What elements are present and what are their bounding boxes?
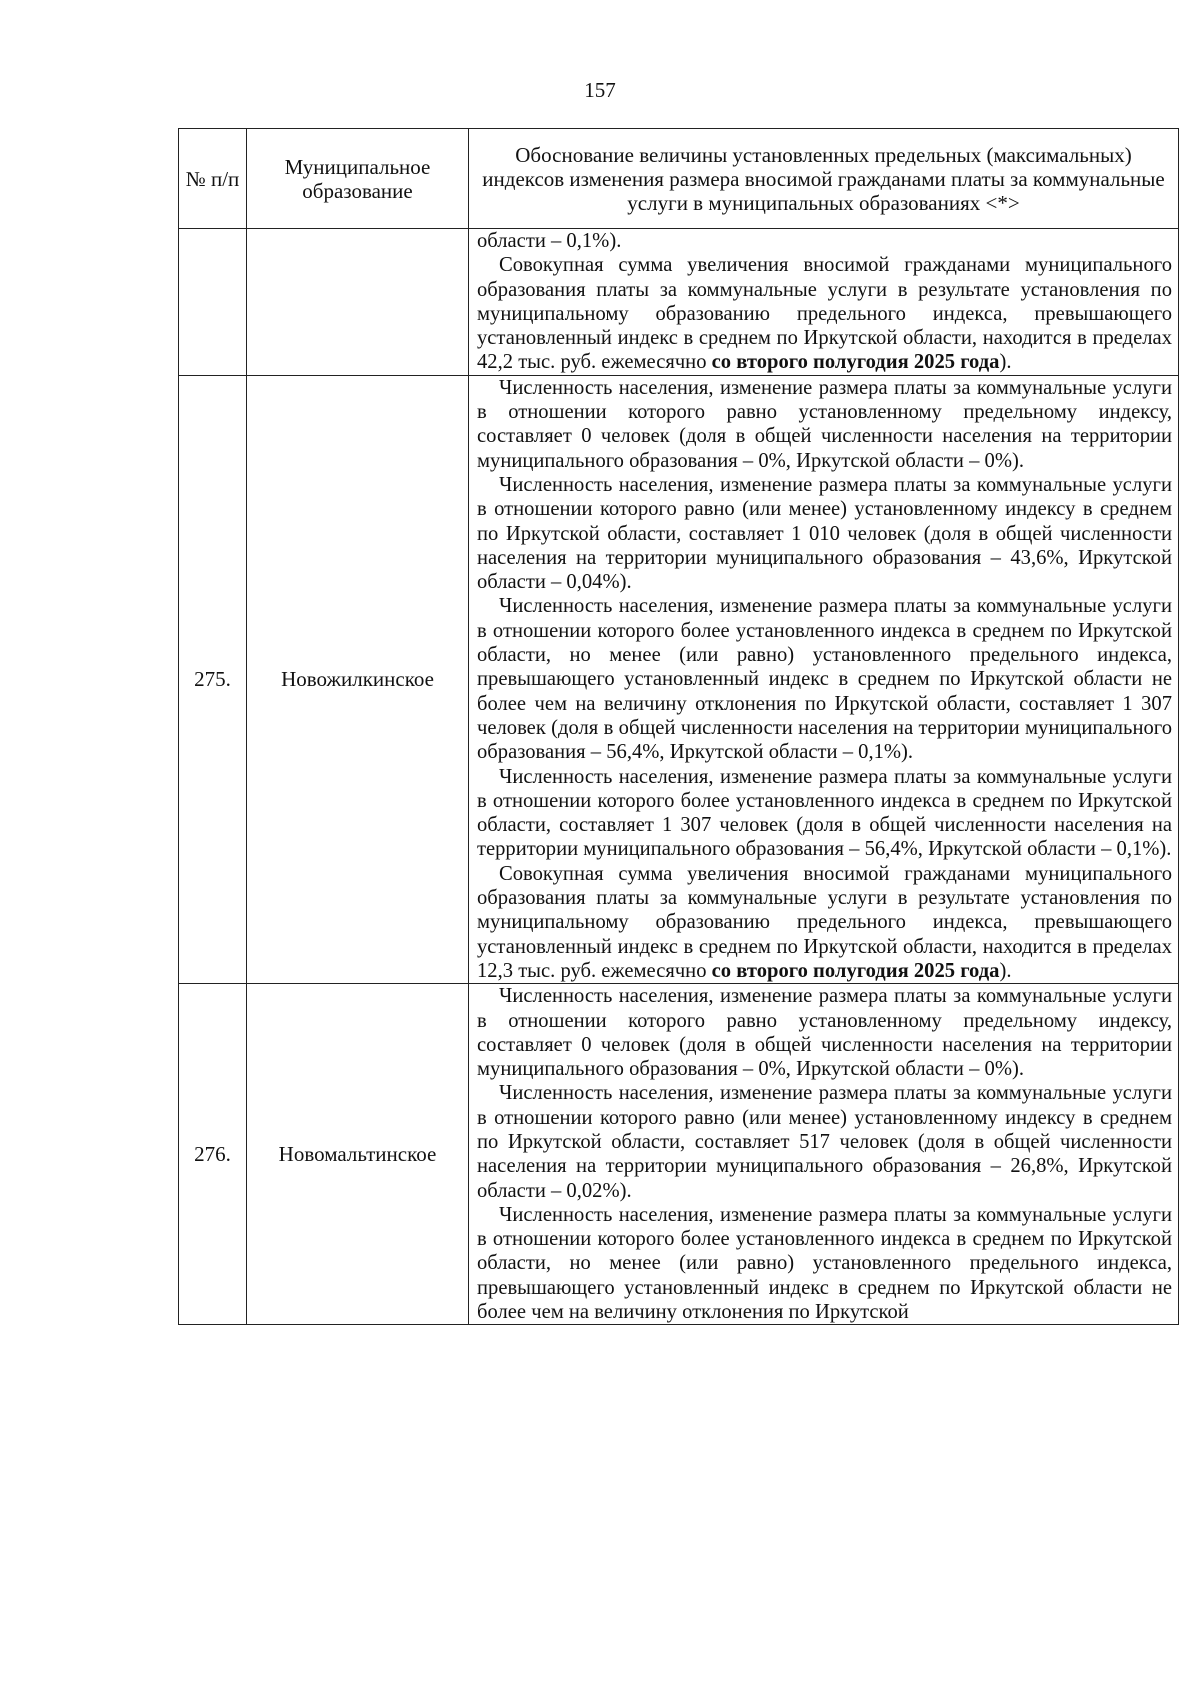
header-num: № п/п — [179, 129, 247, 229]
paragraph: области – 0,1%). — [477, 230, 622, 252]
row-municipality — [247, 229, 469, 376]
row-num: 275. — [179, 375, 247, 983]
table-row — [179, 375, 1179, 983]
paragraph: Численность населения, изменение размера платы за коммунальные услуги в отношении которого более установленного индекса в среднем по Иркутской области, но менее (или равно) установленного предельного индекса, превышающего установленный индекс в среднем по Иркутской области не более чем на величину отклонения по Иркутской области, составляет 1 307 человек (доля в общей численности населения на территории муниципального образования – 56,4%, Иркутской области – 0,1%). — [477, 595, 1172, 764]
indices-table — [178, 128, 1179, 1325]
row-justification — [469, 375, 1179, 983]
header-municipality: Муниципальное образование — [247, 129, 469, 229]
row-municipality: Новомальтинское — [247, 984, 469, 1325]
paragraph: Численность населения, изменение размера платы за коммунальные услуги в отношении которого равно (или менее) установленному индексу в среднем по Иркутской области, составляет 1 010 человек (доля в общей численности населения на территории муниципального образования – 43,6%, Иркутской области – 0,04%). — [477, 473, 1172, 594]
paragraph-text: Совокупная сумма увеличения вносимой гражданами муниципального образования платы за коммунальные услуги в результате установления по муниципальному образованию предельного индекса, превышающего установленный индекс в среднем по Иркутской области, находится в пределах 42,2 тыс. руб. ежемесячно — [477, 254, 1172, 374]
table-row — [179, 984, 1179, 1325]
row-justification — [469, 984, 1179, 1325]
paragraph: Численность населения, изменение размера платы за коммунальные услуги в отношении которого равно установленному предельному индексу, составляет 0 человек (доля в общей численности населения на территории муниципального образования – 0%, Иркутской области – 0%). — [477, 376, 1172, 472]
paragraph-text: Совокупная сумма увеличения вносимой гражданами муниципального образования платы за коммунальные услуги в результате установления по муниципальному образованию предельного индекса, превышающего установленный индекс в среднем по Иркутской области, находится в пределах 12,3 тыс. руб. ежемесячно — [477, 862, 1172, 982]
row-municipality: Новожилкинское — [247, 375, 469, 983]
page-number: 157 — [584, 78, 616, 102]
row-num — [179, 229, 247, 376]
paragraph — [477, 253, 1172, 374]
bold-period: со второго полугодия 2025 года — [711, 959, 1000, 982]
paragraph: Численность населения, изменение размера платы за коммунальные услуги в отношении которого равно установленному предельному индексу, составляет 0 человек (доля в общей численности населения на территории муниципального образования – 0%, Иркутской области – 0%). — [477, 985, 1172, 1081]
paragraph-end: ). — [999, 959, 1012, 982]
bold-period: со второго полугодия 2025 года — [711, 351, 1000, 374]
table-row — [179, 229, 1179, 376]
paragraph: Численность населения, изменение размера платы за коммунальные услуги в отношении которого более установленного индекса в среднем по Иркутской области, но менее (или равно) установленного предельного индекса, превышающего установленный индекс в среднем по Иркутской области не более чем на величину отклонения по Иркутской — [477, 1203, 1172, 1324]
paragraph-end: ). — [999, 351, 1012, 374]
paragraph: Численность населения, изменение размера платы за коммунальные услуги в отношении которого равно (или менее) установленному индексу в среднем по Иркутской области, составляет 517 человек (доля в общей численности населения на территории муниципального образования – 26,8%, Иркутской области – 0,02%). — [477, 1082, 1172, 1202]
paragraph — [477, 862, 1172, 983]
row-justification — [469, 229, 1179, 376]
table-header-row — [179, 129, 1179, 229]
paragraph: Численность населения, изменение размера платы за коммунальные услуги в отношении которого более установленного индекса в среднем по Иркутской области, составляет 1 307 человек (доля в общей численности населения на территории муниципального образования – 56,4%, Иркутской области – 0,1%). — [477, 765, 1172, 861]
row-num: 276. — [179, 984, 247, 1325]
header-justification: Обоснование величины установленных предельных (максимальных) индексов изменения размера вносимой гражданами платы за коммунальные услуги в муниципальных образованиях <*> — [469, 129, 1179, 229]
